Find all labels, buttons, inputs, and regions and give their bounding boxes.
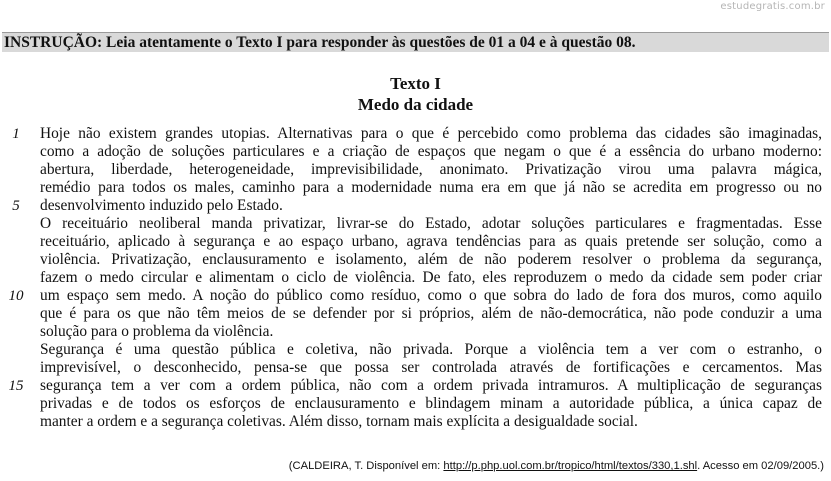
line-text: Segurança é uma questão pública e coletiva, não privada. Porque a violência tem a ver com o estranho, o [40,341,822,358]
line-text: imprevisível, o desconhecido, pensa-se que possa ser controlada através de fortificações e cercamentos. Mas [40,359,822,376]
text-line [0,125,831,143]
citation-link[interactable]: http://p.php.uol.com.br/tropico/html/textos/330,1.shl [443,460,698,472]
watermark: estudegratis.com.br [720,1,825,12]
line-text: manter a ordem e a segurança coletivas. Além disso, tornam mais explícita a desigualdade social. [40,413,638,430]
line-number: 1 [12,126,20,142]
line-text: segurança tem a ver com a ordem pública, não com a ordem privada intramuros. A multiplicação de seguranças [40,377,822,394]
text-title: Medo da cidade [357,95,474,114]
line-text: O receituário neoliberal manda privatizar, livrar-se do Estado, adotar soluções particulares e fragmentadas. Esse [40,215,822,232]
line-text: solução para o problema da violência. [40,323,274,340]
line-text: um espaço sem medo. A noção do público como resíduo, como o que sobra do lado de fora dos muros, como aquilo [40,287,822,304]
citation [289,460,824,472]
text-body [0,125,831,431]
text-line [0,377,831,395]
line-text: receituário, aplicado à segurança e ao espaço urbano, agrava tendências para as quais pretende ser solução, como a [40,233,822,250]
instruction-banner: INSTRUÇÃO: Leia atentamente o Texto I para responder às questões de 01 a 04 e à questão 08. [2,32,829,52]
citation-suffix: . Acesso em 02/09/2005.) [697,460,824,472]
text-line [0,215,831,233]
text-line [0,287,831,305]
text-line [0,161,831,179]
text-line [0,269,831,287]
line-text: que é para os que não têm meios de se defender por si próprios, além de não-democrática, não pode conduzir a uma [40,305,822,322]
line-text: desenvolvimento induzido pelo Estado. [40,197,283,214]
line-number: 15 [8,378,24,394]
text-line [0,413,831,431]
line-text: remédio para todos os males, caminho para a modernidade numa era em que já não se acredita em progresso ou no [40,179,822,196]
text-line [0,341,831,359]
line-text: abertura, liberdade, heterogeneidade, imprevisibilidade, anonimato. Privatização virou uma palavra mágica, [40,161,822,178]
line-number: 5 [12,198,20,214]
line-text: Hoje não existem grandes utopias. Alternativas para o que é percebido como problema das cidades são imaginadas, [40,125,822,142]
text-line [0,197,831,215]
text-line [0,179,831,197]
text-heading [0,73,831,115]
text-line [0,395,831,413]
line-text: violência. Privatização, enclausuramento e isolamento, além de não poderem resolver o problema da segurança, [40,251,822,268]
line-text: como a adoção de soluções particulares e a criação de espaços que negam o que é a essência do urbano moderno: [40,143,822,160]
text-line [0,359,831,377]
text-line [0,305,831,323]
text-line [0,251,831,269]
text-label: Texto I [390,74,441,93]
text-line [0,323,831,341]
text-line [0,143,831,161]
text-line [0,233,831,251]
line-number: 10 [8,288,24,304]
line-text: fazem o medo circular e alimentam o ciclo de violência. De fato, eles reproduzem o medo da cidade sem poder criar [40,269,822,286]
line-text: privadas e de todos os esforços de enclausuramento e blindagem minam a autoridade pública, a única capaz de [40,395,822,412]
citation-prefix: (CALDEIRA, T. Disponível em: [288,460,444,472]
